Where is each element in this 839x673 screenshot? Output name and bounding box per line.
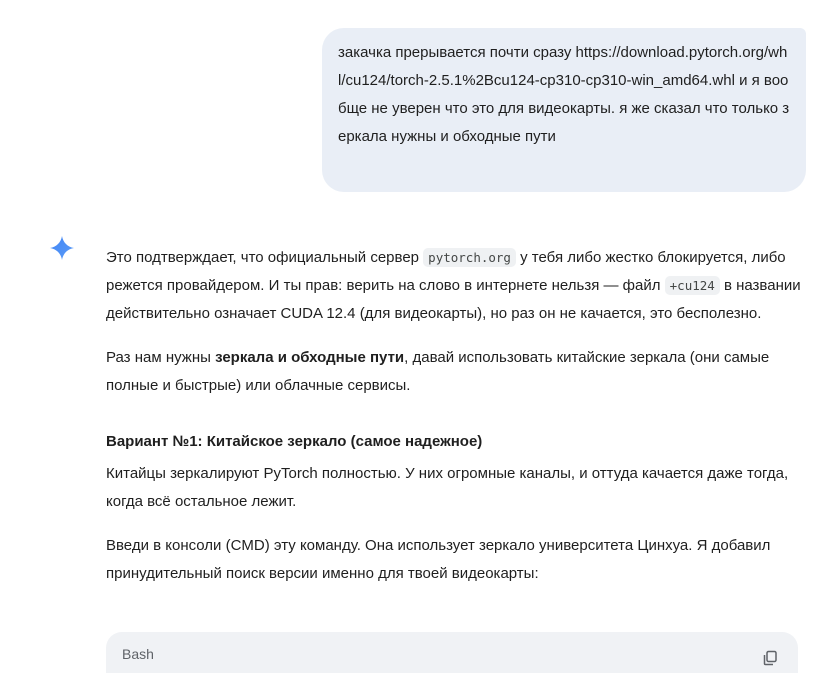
response-paragraph-2 <box>106 344 802 400</box>
text-span: Это подтверждает, что официальный сервер <box>106 249 424 266</box>
user-message-text: закачка прерывается почти сразу https://download.pytorch.org/whl/cu124/torch-2.5.1%2Bcu124-cp310-cp310-win_amd64.whl и я вообще не уверен что это для видеокарты. я же сказал что только зеркала нужны и обходные пути <box>338 44 790 145</box>
text-span: в названии действительно означает CUDA 12.4 (для видеокарты), но раз он не качается, это бесполезно. <box>106 277 801 322</box>
section-heading: Вариант №1: Китайское зеркало (самое надежное) <box>106 433 483 450</box>
user-message-bubble <box>322 28 806 192</box>
text-span: , давай использовать китайские зеркала (они самые полные и быстрые) или облачные сервисы. <box>106 349 770 394</box>
bold-text: зеркала и обходные пути <box>215 349 405 366</box>
text-span: Раз нам нужны <box>106 349 216 366</box>
inline-code-pytorch: pytorch.org <box>423 248 516 267</box>
text-span: у тебя либо жестко блокируется, либо режется провайдером. И ты прав: верить на слово в интернете нельзя — файл <box>106 249 786 294</box>
response-paragraph-4: Введи в консоли (CMD) эту команду. Она использует зеркало университета Цинхуа. Я добавил принудительный поиск версии именно для твоей видеокарты: <box>106 537 771 582</box>
inline-code-cu124: +cu124 <box>665 276 720 295</box>
response-paragraph-3: Китайцы зеркалируют PyTorch полностью. У них огромные каналы, и оттуда качается даже тогда, когда всё остальное лежит. <box>106 465 789 510</box>
gemini-sparkle-icon <box>50 236 74 260</box>
assistant-response <box>106 244 802 588</box>
code-block <box>106 632 798 673</box>
response-paragraph-1 <box>106 244 802 328</box>
code-language-label: Bash <box>122 646 154 662</box>
copy-icon[interactable] <box>762 650 778 666</box>
